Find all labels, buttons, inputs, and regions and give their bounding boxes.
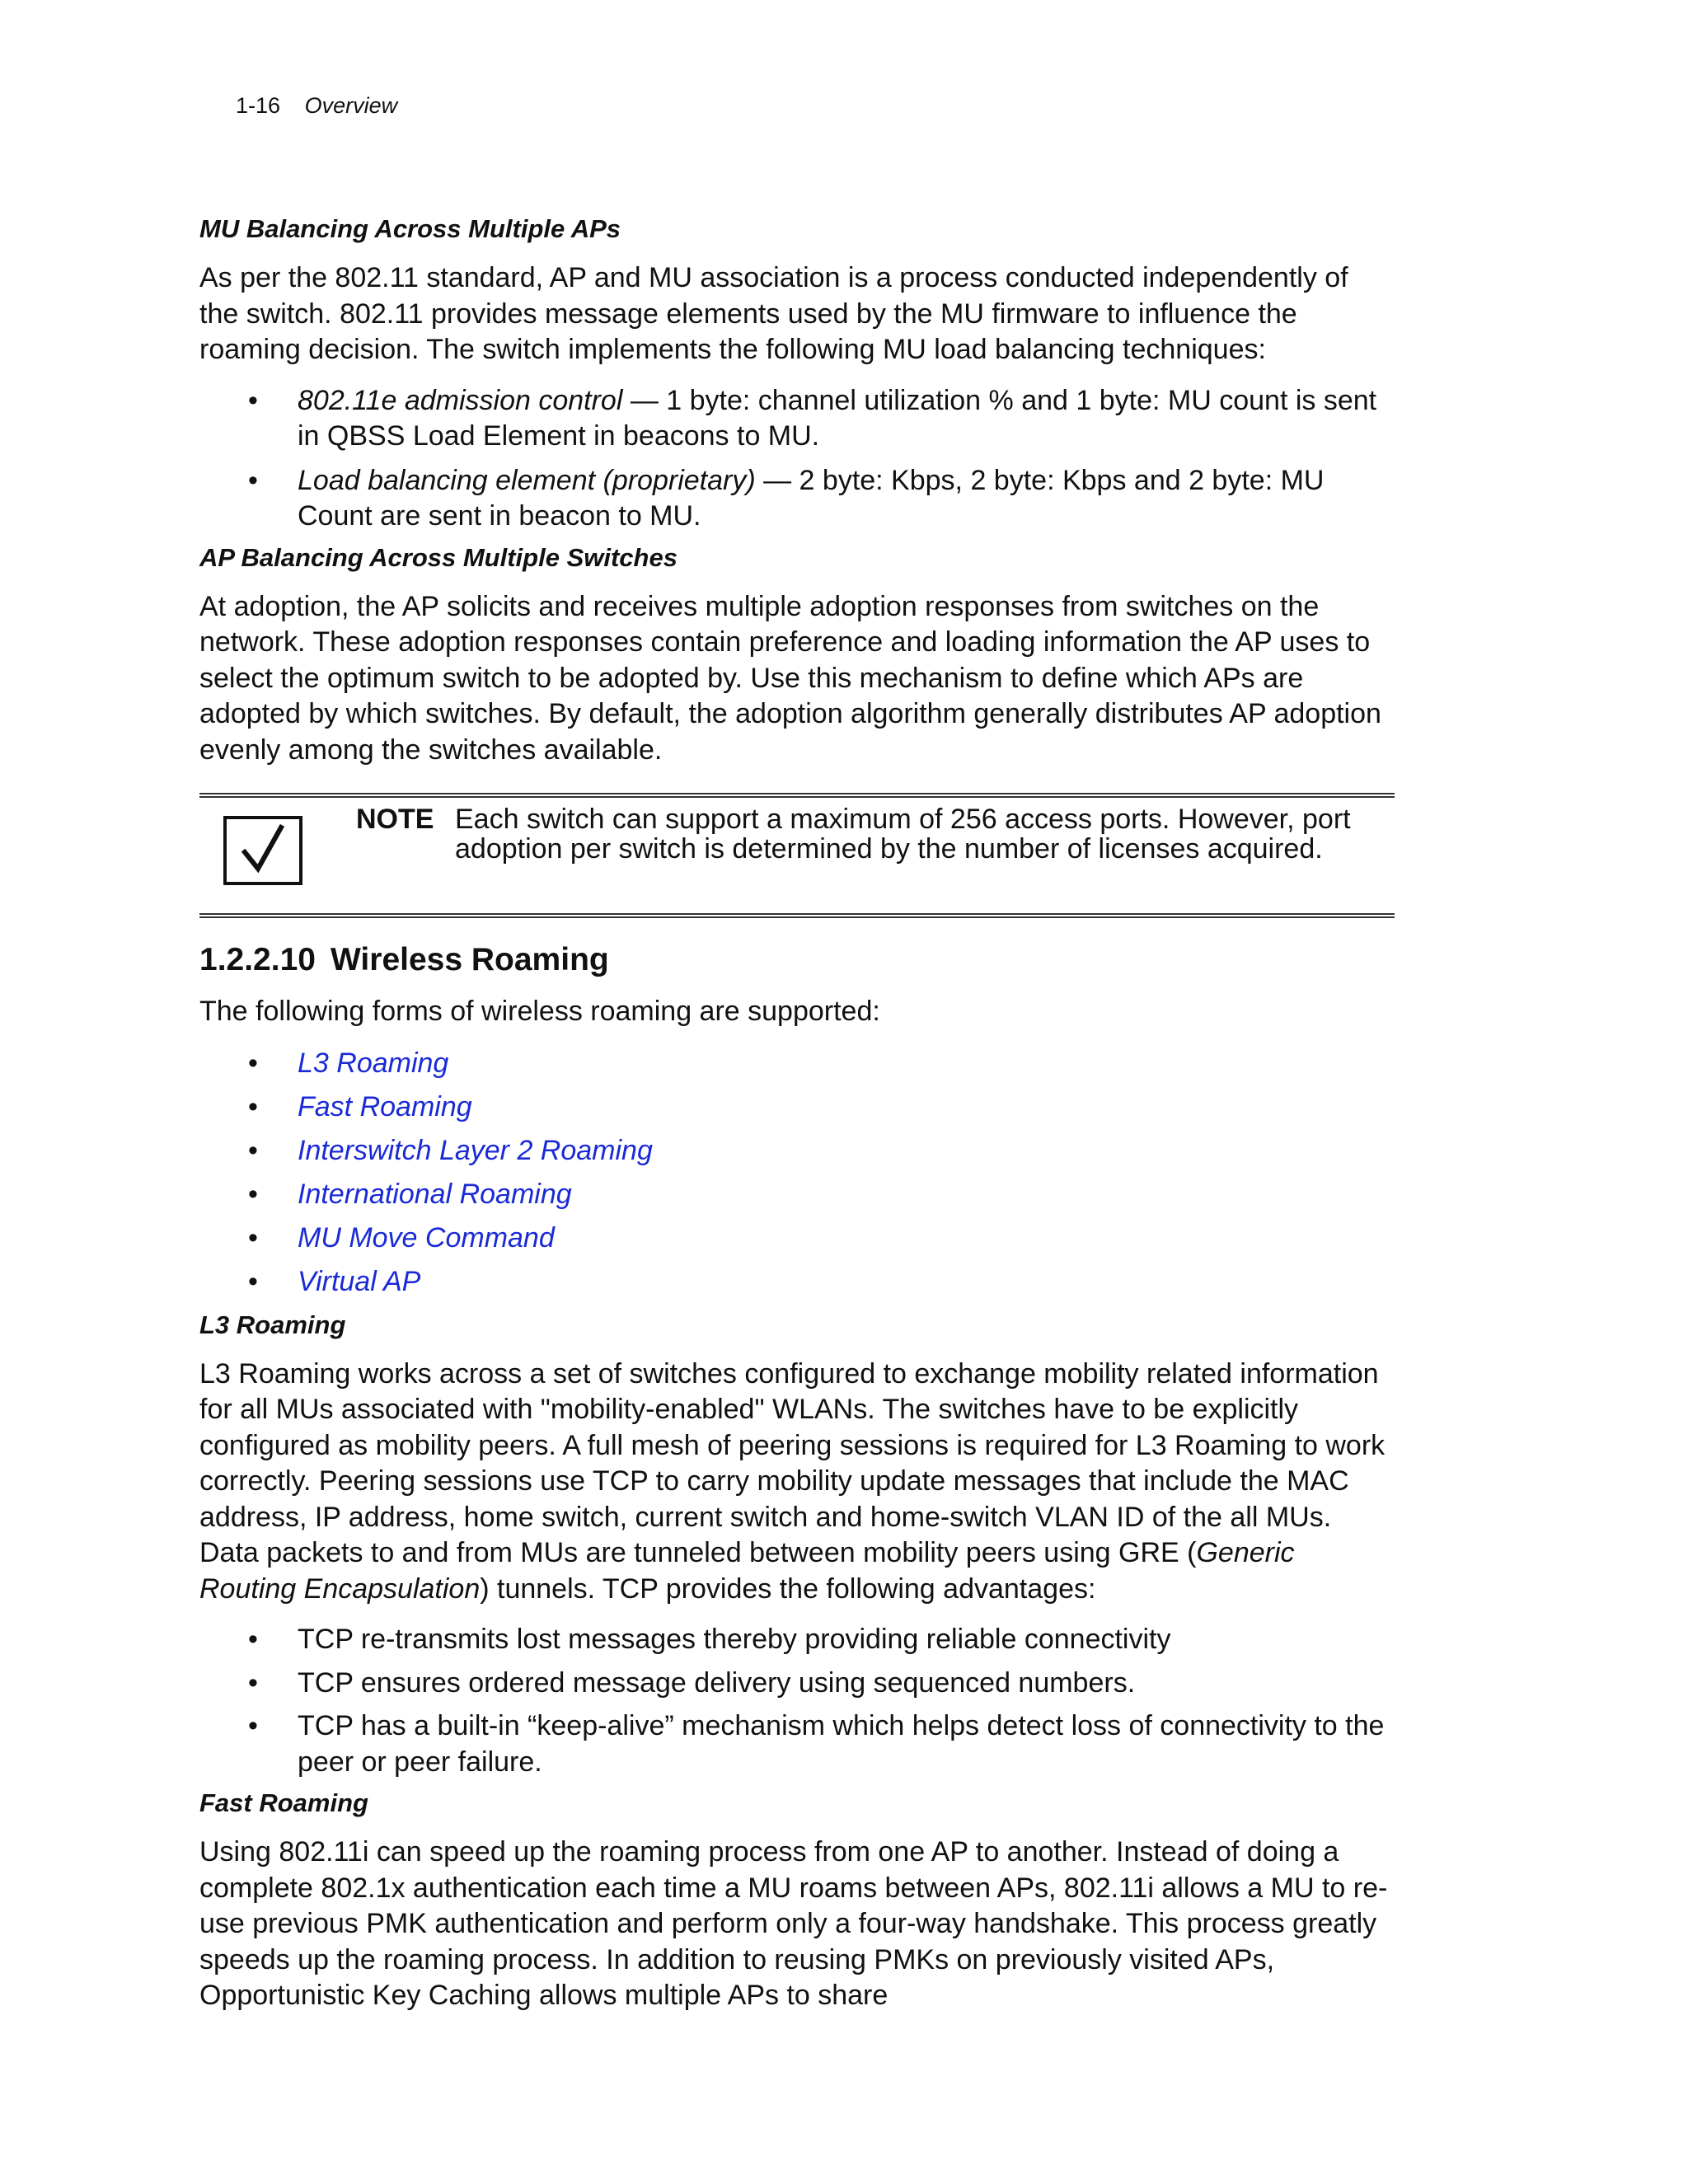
bullet-icon: • <box>248 1178 258 1210</box>
list-item <box>199 1129 1395 1173</box>
list-item <box>199 1666 1395 1702</box>
bullet-text: TCP has a built-in “keep-alive” mechanism which helps detect loss of connectivity to the peer or peer failure. <box>298 1710 1385 1778</box>
ap-balancing-heading: AP Balancing Across Multiple Switches <box>199 542 678 572</box>
bullet-icon: • <box>248 1265 258 1297</box>
link-virtual-ap[interactable]: Virtual AP <box>298 1265 421 1297</box>
bullet-text: TCP ensures ordered message delivery using sequenced numbers. <box>298 1666 1136 1699</box>
fast-roaming-text: Using 802.11i can speed up the roaming process from one AP to another. Instead of doing a complete 802.1x authentication each time a MU roams between APs, 802.11i allows a MU to re-use previous PMK authentication and perform only a four-way handshake. This process greatly speeds up the roaming process. In addition to reusing PMKs on previously visited APs, Opportunistic Key Caching allows multiple APs to share <box>199 1836 1388 2011</box>
bullet-text: — 1 byte: channel utilization % and 1 byte: MU count is sent in QBSS Load Element in beacons to MU. <box>298 384 1377 452</box>
roaming-link-list <box>199 1042 1395 1304</box>
link-international-roaming[interactable]: International Roaming <box>298 1178 572 1210</box>
bullet-icon: • <box>248 1047 258 1079</box>
l3-roaming-heading: L3 Roaming <box>199 1310 346 1339</box>
note-box <box>199 793 1395 918</box>
fast-roaming-heading: Fast Roaming <box>199 1788 368 1817</box>
list-item <box>199 1042 1395 1085</box>
link-interswitch-layer2-roaming[interactable]: Interswitch Layer 2 Roaming <box>298 1134 653 1166</box>
checkmark-icon <box>223 816 302 885</box>
l3-roaming-text-em: Generic Routing Encapsulation <box>199 1537 1295 1605</box>
mu-balancing-heading: MU Balancing Across Multiple APs <box>199 214 621 243</box>
list-item <box>199 1173 1395 1216</box>
checkmark-glyph <box>227 819 299 882</box>
running-head <box>236 89 397 122</box>
list-item <box>199 1708 1395 1780</box>
section-number: 1.2.2.10 <box>199 942 316 977</box>
l3-roaming-text-start: L3 Roaming works across a set of switches configured to exchange mobility related information for all MUs associated with "mobility-enabled" WLANs. The switches have to be explicitly configured as mobility peers. A full mesh of peering sessions is required for L3 Roaming to work correctly. Peering sessions use TCP to carry mobility update messages that include the MAC address, IP address, home switch, current switch and home-switch VLAN ID of the all MUs. Data packets to and from MUs are tunneled between mobility peers using GRE ( <box>199 1357 1386 1568</box>
bullet-icon: • <box>248 464 258 496</box>
bullet-icon: • <box>248 1710 258 1741</box>
list-item <box>199 463 1395 535</box>
bullet-icon: • <box>248 1221 258 1254</box>
bullet-icon: • <box>248 1134 258 1166</box>
bullet-text: TCP re-transmits lost messages thereby providing reliable connectivity <box>298 1624 1171 1655</box>
bullet-icon: • <box>248 1666 258 1699</box>
bullet-text: — 2 byte: Kbps, 2 byte: Kbps and 2 byte: MU Count are sent in beacon to MU. <box>298 464 1325 532</box>
bullet-icon: • <box>248 384 258 416</box>
page-content <box>199 211 1395 2014</box>
page-number: 1-16 <box>236 93 281 118</box>
list-item <box>199 1216 1395 1260</box>
l3-roaming-text <box>199 1357 1395 1608</box>
wireless-roaming-heading <box>199 940 1395 981</box>
link-fast-roaming[interactable]: Fast Roaming <box>298 1090 472 1122</box>
running-head-section: Overview <box>304 93 398 118</box>
link-mu-move-command[interactable]: MU Move Command <box>298 1221 555 1254</box>
link-l3-roaming[interactable]: L3 Roaming <box>298 1047 449 1079</box>
bullet-icon: • <box>248 1090 258 1122</box>
l3-roaming-text-end: ) tunnels. TCP provides the following advantages: <box>480 1572 1096 1605</box>
tcp-advantages-list <box>199 1622 1395 1780</box>
section-title: Wireless Roaming <box>330 942 609 977</box>
bullet-term: Load balancing element (proprietary) <box>298 464 756 496</box>
list-item <box>199 1622 1395 1658</box>
bullet-icon: • <box>248 1624 258 1655</box>
wireless-roaming-intro: The following forms of wireless roaming are supported: <box>199 996 880 1027</box>
mu-balancing-intro: As per the 802.11 standard, AP and MU association is a process conducted independently of the switch. 802.11 provides message elements used by the MU firmware to influence the roaming decision. The switch implements the following MU load balancing techniques: <box>199 262 1348 365</box>
bullet-term: 802.11e admission control <box>298 384 623 416</box>
list-item <box>199 1260 1395 1304</box>
mu-balancing-list <box>199 383 1395 535</box>
list-item <box>199 383 1395 455</box>
note-label: NOTE <box>356 804 434 835</box>
note-text: Each switch can support a maximum of 256 access ports. However, port adoption per switch is determined by the number of licenses acquired. <box>455 804 1351 865</box>
ap-balancing-text: At adoption, the AP solicits and receives multiple adoption responses from switches on the network. These adoption responses contain preference and loading information the AP uses to select the optimum switch to be adopted by. Use this mechanism to define which APs are adopted by which switches. By default, the adoption algorithm generally distributes AP adoption evenly among the switches available. <box>199 590 1381 766</box>
list-item <box>199 1085 1395 1129</box>
